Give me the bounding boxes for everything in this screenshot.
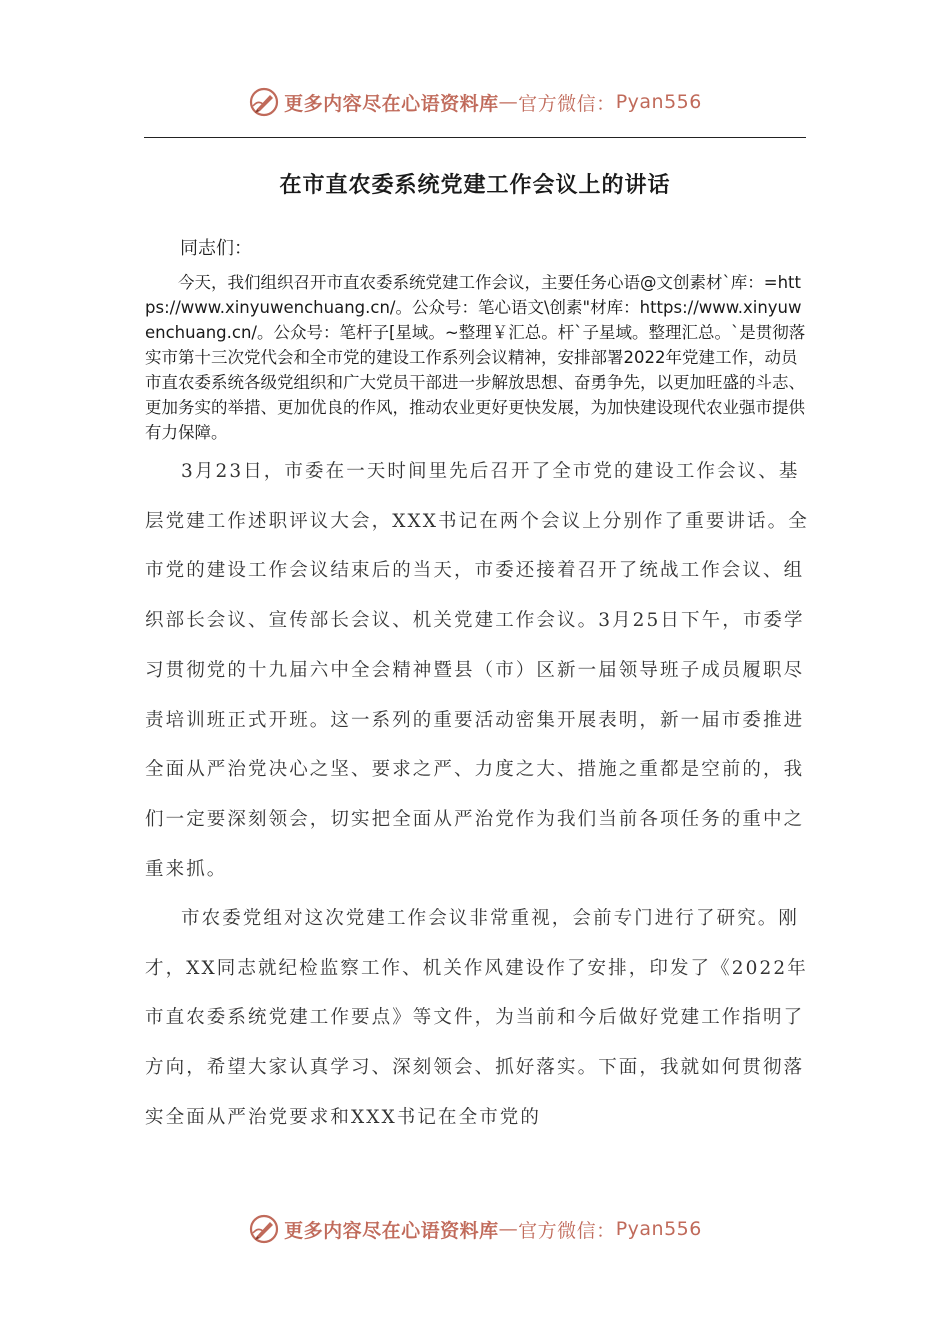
greeting: 同志们： <box>180 238 252 259</box>
banner-main-text: 更多内容尽在心语资料库 <box>284 92 499 115</box>
header-banner <box>0 84 950 120</box>
banner-account: Pyan556 <box>615 91 702 113</box>
footer-banner <box>0 1211 950 1247</box>
banner-label: 官方微信： <box>518 1219 616 1242</box>
banner-account: Pyan556 <box>615 1218 702 1240</box>
banner-main-text: 更多内容尽在心语资料库 <box>284 1219 499 1242</box>
body-paragraph-2: 3月23日，市委在一天时间里先后召开了全市党的建设工作会议、基层党建工作述职评议大会，XXX书记在两个会议上分别作了重要讲话。全市党的建设工作会议结束后的当天，市委还接着召开了统战工作会议、组织部长会议、宣传部长会议、机关党建工作会议。3月25日下午，市委学习贯彻党的十九届六中全会精神暨县（市）区新一届领导班子成员履职尽责培训班正式开班。这一系列的重要活动密集开展表明，新一届市委推进全面从严治党决心之坚、要求之严、力度之大、措施之重都是空前的，我们一定要深刻领会，切实把全面从严治党作为我们当前各项任务的重中之重来抓。 <box>145 461 809 880</box>
pen-logo-icon <box>248 86 280 118</box>
banner-dash: — <box>498 91 519 113</box>
pen-logo-icon <box>248 1213 280 1245</box>
banner-dash: — <box>498 1218 519 1240</box>
banner-label: 官方微信： <box>518 92 616 115</box>
header-divider <box>144 137 806 138</box>
body-paragraph-3: 市农委党组对这次党建工作会议非常重视，会前专门进行了研究。刚才，XX同志就纪检监察工作、机关作风建设作了安排，印发了《2022年市直农委系统党建工作要点》等文件，为当前和今后做好党建工作指明了方向，希望大家认真学习、深刻领会、抓好落实。下面，我就如何贯彻落实全面从严治党要求和XXX书记在全市党的 <box>145 908 808 1128</box>
document-title: 在市直农委系统党建工作会议上的讲话 <box>279 173 671 198</box>
intro-paragraph: 今天，我们组织召开市直农委系统党建工作会议，主要任务心语@文创素材`库：=https://www.xinyuwenchuang.cn/。公众号：笔心语文\创素"材库：https://www.xinyuwenchuang.cn/。公众号：笔杆子[星域。~整理￥汇总。杆`子星域。整理汇总。`是贯彻落实市第十三次党代会和全市党的建设工作系列会议精神，安排部署2022年党建工作，动员市直农委系统各级党组织和广大党员干部进一步解放思想、奋勇争先，以更加旺盛的斗志、更加务实的举措、更加优良的作风，推动农业更好更快发展，为加快建设现代农业强市提供有力保障。 <box>145 273 806 442</box>
